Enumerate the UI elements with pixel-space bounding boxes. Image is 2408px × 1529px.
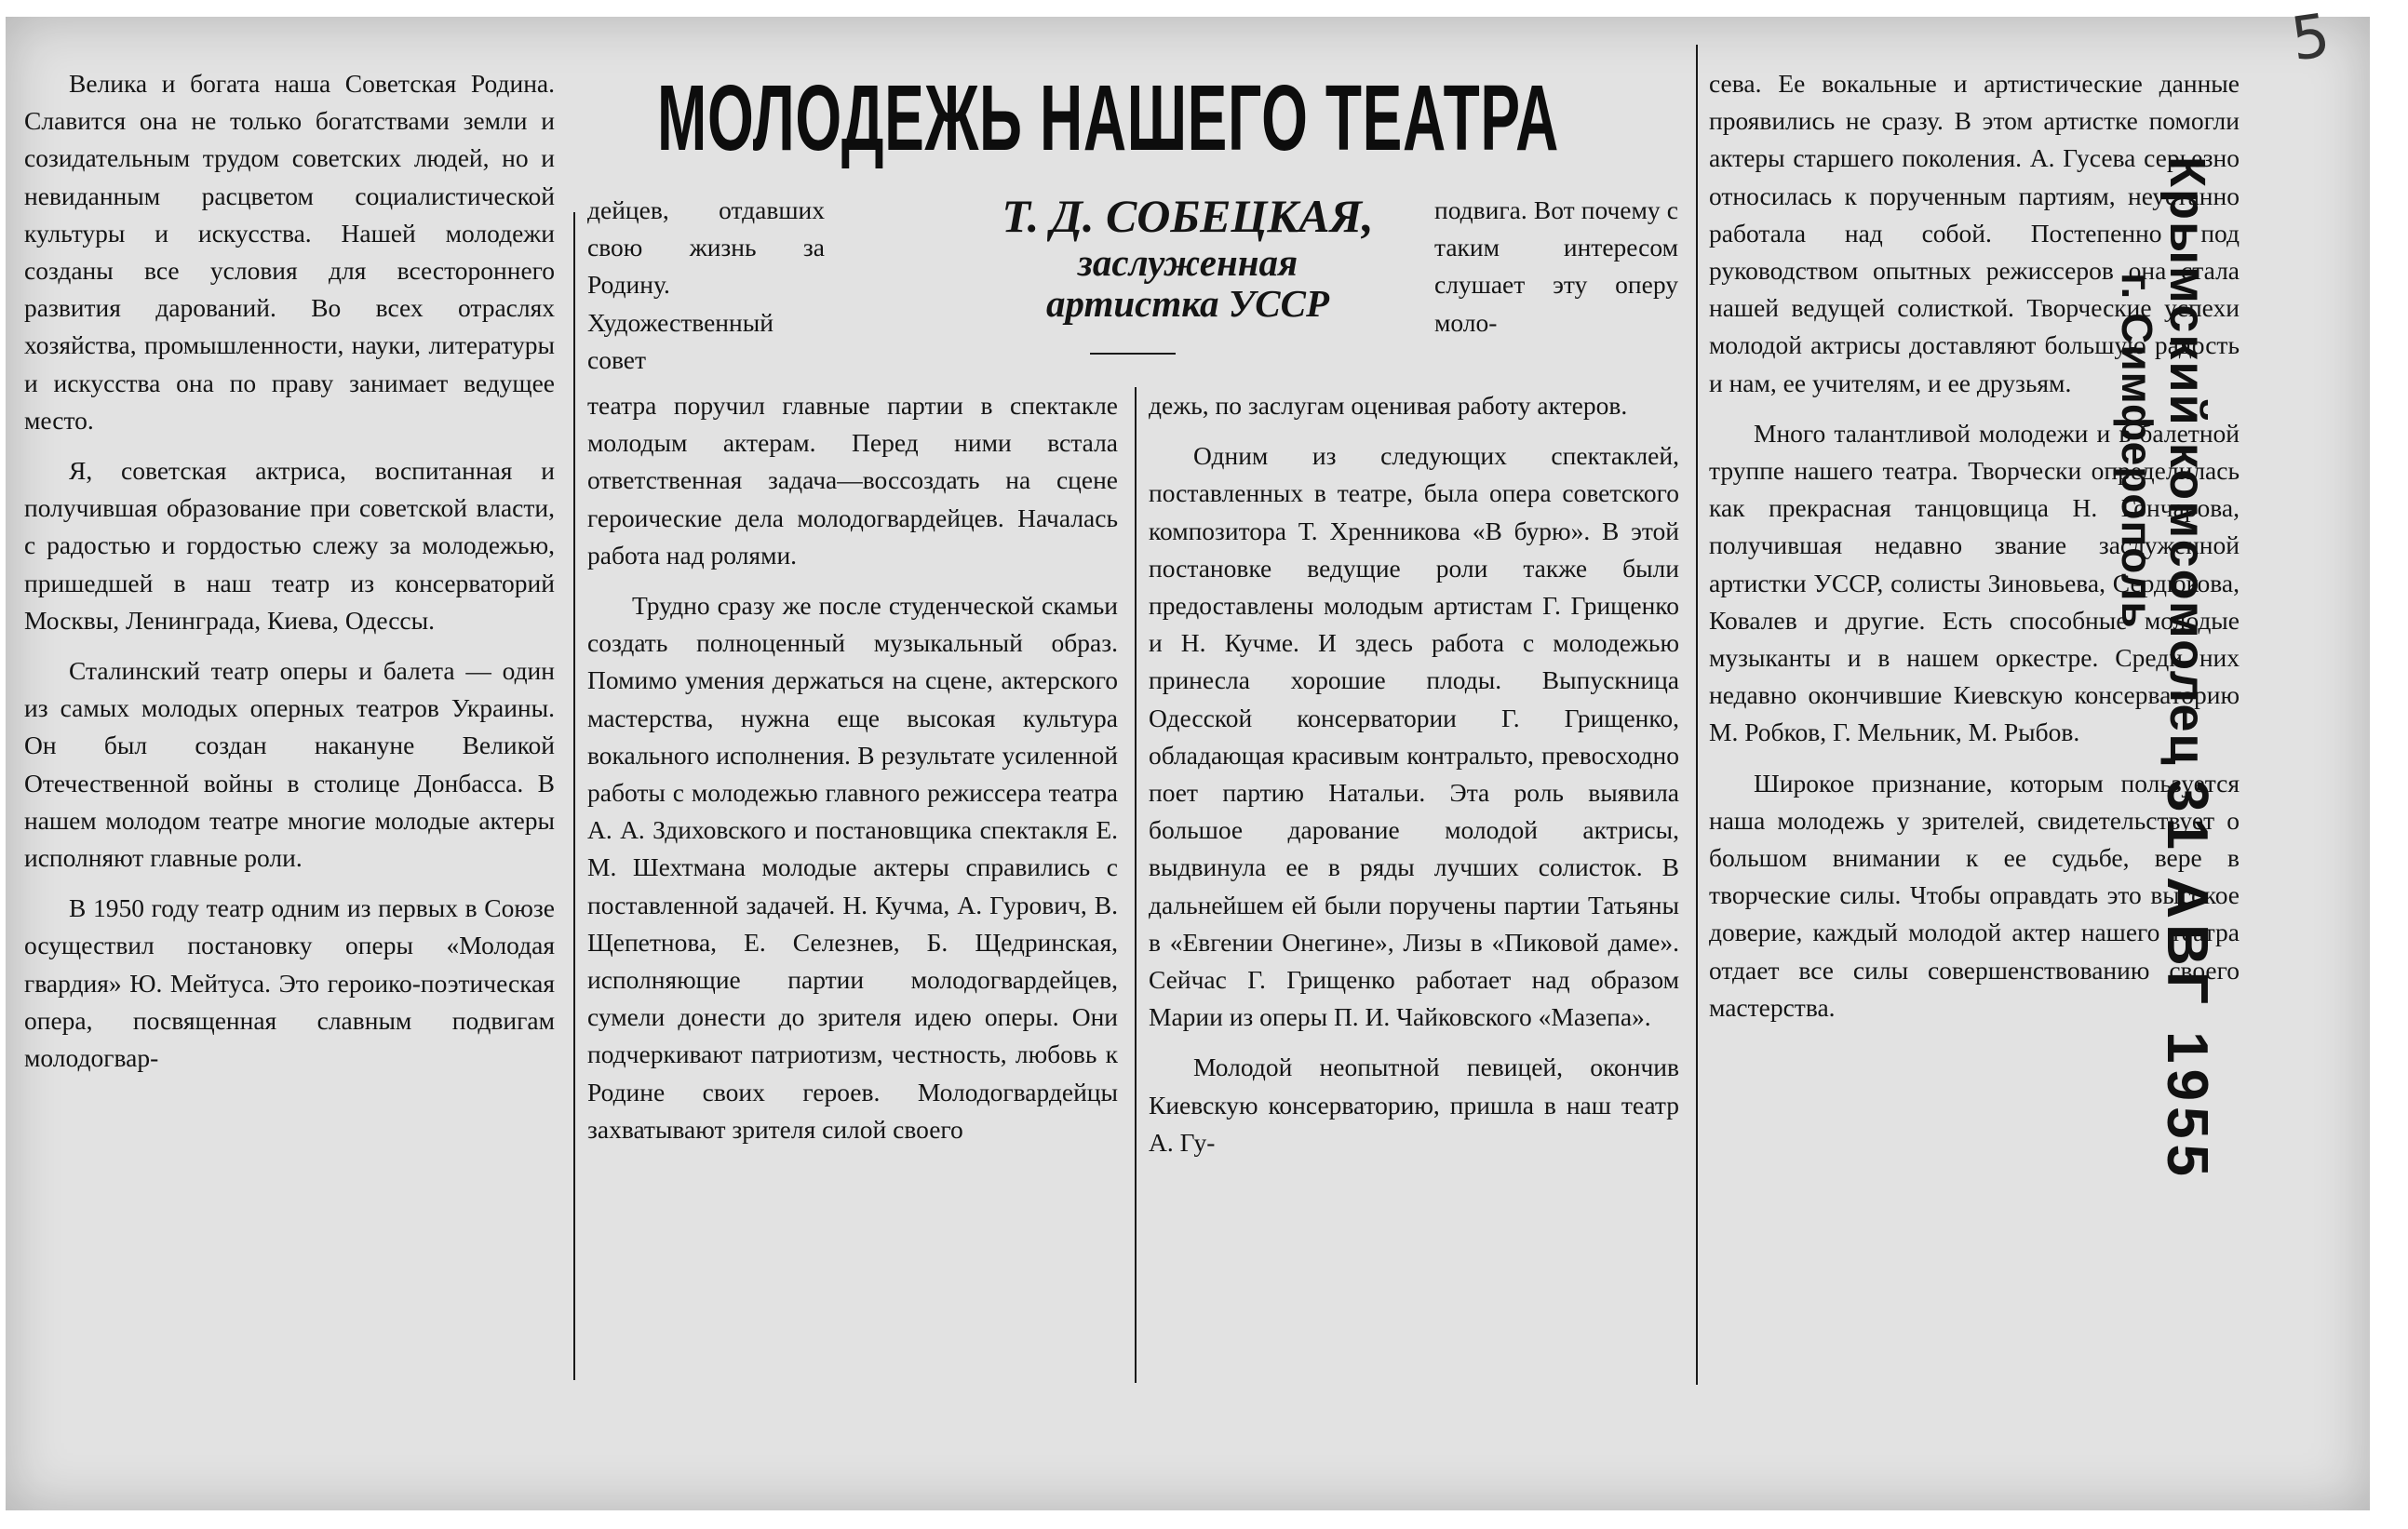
paragraph: Велика и богата наша Советская Родина. Славится она не только богатствами земли и созидательным трудом советских людей, но и невиданным расцветом социалистической культуры и искусства. Нашей молодежи созданы все условия для всестороннего развития дарований. Во всех отраслях хозяйства, промышленности, науки, литературы и искусства она по праву занимает ведущее место. <box>24 69 555 435</box>
paragraph: Широкое признание, которым пользуется наша молодежь у зрителей, свидетельствует о большом внимании к ее судьбе, вере в творческие силы. Чтобы оправдать это высокое доверие, каждый молодой актер нашего театра отдает все силы совершенствованию своего мастерства. <box>1709 768 2240 1022</box>
paragraph: Сталинский театр оперы и балета — один из самых молодых оперных театров Украины. Он был создан накануне Великой Отечественной войны в столице Донбасса. В нашем молодом театре многие молодые актеры исполняют главные роли. <box>24 656 555 873</box>
article-title: МОЛОДЕЖЬ НАШЕГО ТЕАТРА <box>657 66 1559 170</box>
paragraph: Молодой неопытной певицей, окончив Киевскую консерваторию, пришла в наш театр А. Гу- <box>1149 1053 1679 1157</box>
stamp-city: г. Симферополь <box>2113 273 2161 629</box>
paragraph: дежь, по заслугам оценивая работу актеров. <box>1149 391 1628 420</box>
paragraph: Трудно сразу же после студенческой скамьи создать полноценный музыкальный образ. Помимо умения держаться на сцене, актерского мастерства, нужна еще высокая культура вокального исполнения. В результате усиленной работы с молодежью главного режиссера театра А. А. Здиховского и постановщика спектакля Е. М. Шехтмана молодые актеры справились с поставленной задачей. Н. Кучма, А. Гурович, В. Щепетнова, Е. Селезнев, Б. Щедринская, исполняющие партии молодогвардейцев, сумели донести до зрителя идею оперы. Они подчеркивают патриотизм, честность, любовь к Родине своих героев. Молодогвардейцы захватывают зрителя силой своего <box>587 591 1118 1144</box>
column-3 <box>1149 387 1679 1161</box>
author-name: Т. Д. СОБЕЦКАЯ, <box>1002 190 1374 242</box>
paragraph: дейцев, отдавших свою жизнь за Родину. Художественный совет <box>587 195 825 374</box>
column-2 <box>587 387 1118 1148</box>
paragraph: театра поручил главные партии в спектакле молодым актерам. Перед ними встала ответственная задача—воссоздать на сцене героические дела молодогвардейцев. Началась работа над ролями. <box>587 391 1118 570</box>
column-rule-3 <box>1696 45 1698 1385</box>
byline-divider <box>1090 353 1176 355</box>
column-3-inset <box>1434 192 1678 342</box>
author-title-line2: артистка УССР <box>1045 282 1330 325</box>
column-rule-2 <box>1135 387 1137 1383</box>
stamp-newspaper-name: Крымский комсомолец <box>2159 156 2215 767</box>
paragraph: Я, советская актриса, воспитанная и получившая образование при советской власти, с радостью и гордостью слежу за молодежью, пришедшей в наш театр из консерваторий Москвы, Ленинграда, Киева, Одессы. <box>24 456 555 635</box>
column-1 <box>24 65 555 1077</box>
column-rule-1 <box>573 212 575 1380</box>
paragraph: Много талантливой молодежи и в балетной труппе нашего театра. Творчески определилась как прекрасная танцовщица Н. Гончарова, получившая недавно звание заслуженной артистки УССР, солисты Зиновьева, Сердюкова, Ковалев и другие. Есть способные молодые музыканты и в нашем оркестре. Среди них недавно окончившие Киевскую консерваторию М. Робков, Г. Мельник, М. Рыбов. <box>1709 418 2240 747</box>
paragraph: Одним из следующих спектаклей, поставленных в театре, была опера советского композитора Т. Хренникова «В бурю». В этой постановке ведущие роли также были предоставлены молодым артистам Г. Грищенко и Н. Кучме. И здесь работа с молодежью принесла хорошие плоды. Выпускница Одесской консерватории Г. Грищенко, обладающая красивым контральто, превосходно поет партию Натальи. Эта роль выявила большое дарование молодой актрисы, выдвинула ее в ряды лучших солисток. В дальнейшем ей были поручены партии Татьяны в «Евгении Онегине», Лизы в «Пиковой даме». Сейчас Г. Грищенко работает над образом Марии из оперы П. И. Чайковского «Мазепа». <box>1149 441 1679 1032</box>
stamp-date: 31 АВГ 1955 <box>2155 780 2219 1183</box>
handwritten-page-number: 5 <box>2287 1 2334 75</box>
source-stamp <box>2086 156 2219 1478</box>
paragraph: подвига. Вот почему с таким интересом слушает эту оперу моло- <box>1434 195 1678 337</box>
column-2-inset <box>587 192 825 379</box>
author-byline <box>927 190 1448 324</box>
paragraph: В 1950 году театр одним из первых в Союзе осуществил постановку оперы «Молодая гвардия» Ю. Мейтуса. Это героико-поэтическая опера, посвященная славным подвигам молодогвар- <box>24 893 555 1073</box>
paragraph: сева. Ее вокальные и артистические данные проявились не сразу. В этом артистке помогли актеры старшего поколения. А. Гусева серьезно относилась к порученным партиям, неустанно работала над собой. Постепенно под руководством опытных режиссеров она стала нашей ведущей солисткой. Творческие успехи молодой актрисы доставляют большую радость и нам, ее учителям, и ее друзьям. <box>1709 69 2240 397</box>
newspaper-clipping <box>6 17 2370 1510</box>
author-title-line1: заслуженная <box>1077 241 1298 284</box>
